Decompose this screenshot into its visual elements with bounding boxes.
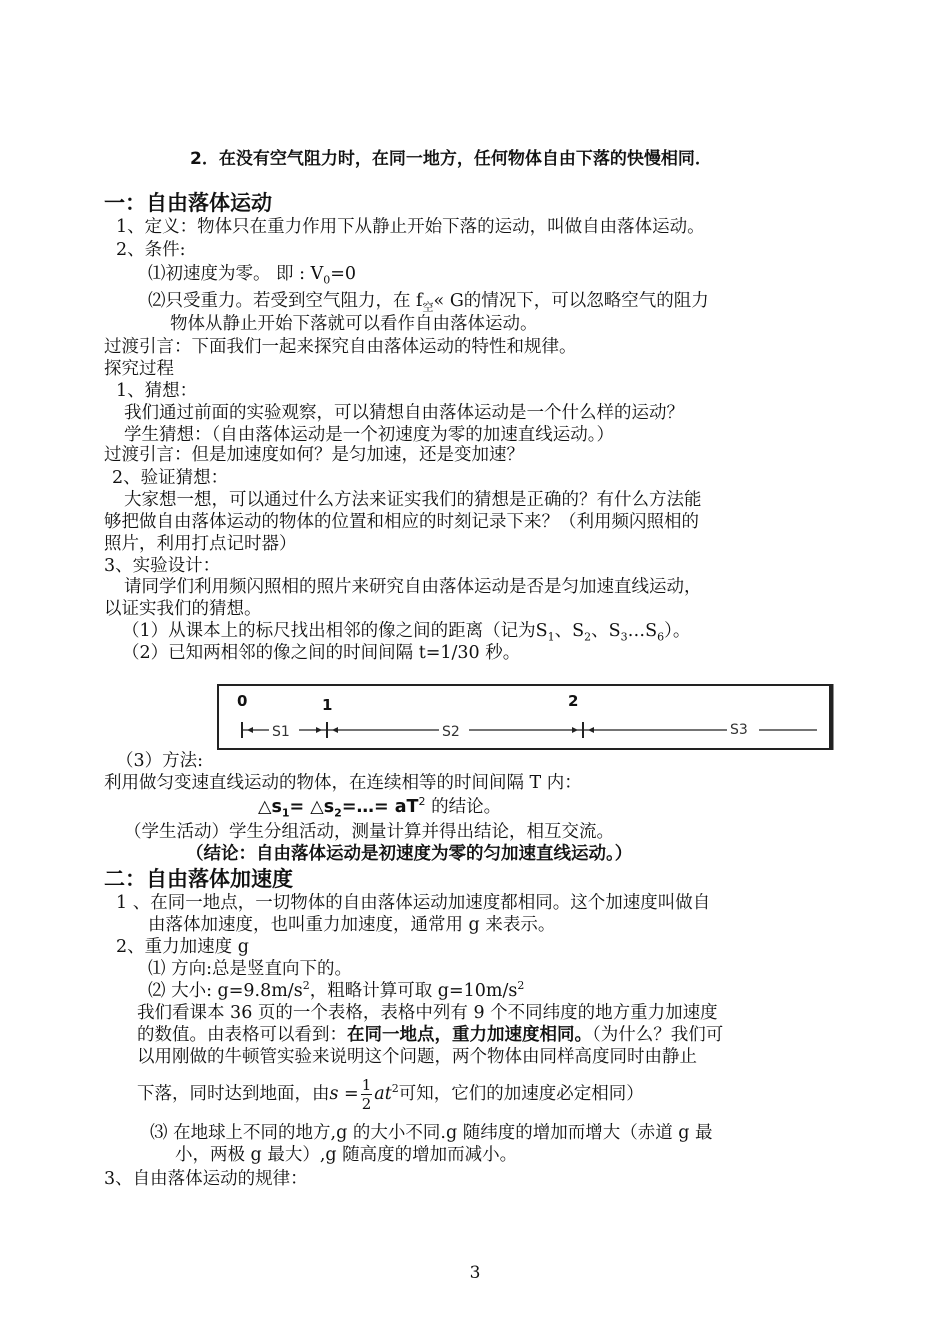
formula-delta-s1: △s (258, 797, 282, 817)
verify-para-2: 够把做自由落体运动的物体的位置和相应的时刻记录下来？（利用频闪照相的 (104, 512, 699, 532)
condition-2-line2: 物体从静止开始下落就可以看作自由落体运动。 (170, 314, 538, 334)
condition-1-text: ⑴初速度为零。 即 : V (148, 264, 324, 284)
design-title: 3、实验设计： (104, 556, 221, 576)
eq-sup: 2 (391, 1082, 399, 1096)
item-2-title: 2、重力加速度 g (116, 937, 249, 957)
formula-line (258, 796, 501, 818)
conditions-title: 2、条件: (116, 240, 186, 260)
table-para-4 (137, 1072, 644, 1116)
magnitude (148, 980, 524, 1002)
intro-statement: 2．在没有空气阻力时，在同一地方，任何物体自由下落的快慢相同． (190, 149, 712, 169)
conclusion: （结论：自由落体运动是初速度为零的匀加速直线运动。） (186, 844, 633, 864)
table-para-1: 我们看课本 36 页的一个表格，表格中列有 9 个不同纬度的地方重力加速度 (137, 1003, 718, 1023)
item-3-line-1: ⑶ 在地球上不同的地方,g 的大小不同.g 随纬度的增加而增大（赤道 g 最 (150, 1123, 713, 1143)
step-1-end: ）。 (664, 621, 691, 641)
formula-sub-2: 2 (334, 806, 342, 820)
transition-2: 过渡引言：但是加速度如何？是匀加速，还是变加速？ (104, 445, 524, 465)
s1-subscript: 1 (547, 630, 555, 644)
design-para-1: 请同学们利用频闪照相的照片来研究自由落体运动是否是匀加速直线运动， (124, 577, 702, 597)
step-1-dots: …S (627, 621, 658, 641)
eq-equals: = (338, 1084, 359, 1104)
guess-title: 1、猜想： (116, 381, 198, 401)
student-activity: （学生活动）学生分组活动，测量计算并得出结论，相互交流。 (124, 822, 614, 842)
eq-fraction (361, 1076, 373, 1113)
condition-2-text-a: ⑵只受重力。若受到空气阻力，在 f (148, 291, 423, 311)
point-label-0: 0 (237, 692, 248, 710)
method-title: （3）方法: (116, 751, 204, 771)
explore-title: 探究过程 (104, 359, 174, 379)
formula-delta-s2: = △s (289, 797, 335, 817)
step-1-sep-2: 、S (591, 621, 621, 641)
point-label-1: 1 (322, 696, 333, 714)
formula-tail: 的结论。 (425, 797, 502, 817)
point-label-2: 2 (568, 692, 579, 710)
law-title: 3、自由落体运动的规律： (104, 1169, 308, 1189)
table-para-2 (137, 1024, 723, 1046)
method-text: 利用做匀变速直线运动的物体，在连续相等的时间间隔 T 内： (104, 773, 582, 793)
item-3-line-2: 小，两极 g 最大）,g 随高度的增加而减小。 (175, 1145, 518, 1165)
s2-subscript: 2 (584, 630, 592, 644)
step-1-text: （1）从课本上的标尺找出相邻的像之间的距离（记为S (122, 621, 548, 641)
condition-2-line1 (148, 290, 709, 312)
magnitude-sup-1: 2 (302, 979, 310, 993)
condition-1-tail: =0 (330, 264, 357, 284)
condition-2-text-b: « G的情况下，可以忽略空气的阻力 (433, 291, 709, 311)
figure-frame (218, 685, 830, 749)
formula-at: =…= aT (341, 797, 419, 817)
eq-denominator: 2 (361, 1095, 372, 1113)
design-para-2: 以证实我们的猜想。 (104, 599, 262, 619)
formula-sub-1: 1 (281, 806, 290, 820)
item-1-line-1: 1 、在同一地点，一切物体的自由落体运动加速度都相同。这个加速度叫做自 (116, 893, 711, 913)
page-number: 3 (469, 1263, 481, 1283)
eq-s: s (329, 1084, 339, 1104)
step-1 (122, 620, 690, 642)
condition-1 (148, 263, 356, 285)
s6-subscript: 6 (657, 630, 665, 644)
magnitude-sup-2: 2 (517, 979, 525, 993)
student-guess: 学生猜想：（自由落体运动是一个初速度为零的加速直线运动。） (124, 425, 614, 445)
magnitude-b: ，粗略计算可取 g=10m/s (309, 981, 518, 1001)
definition: 1、定义：物体只在重力作用下从静止开始下落的运动，叫做自由落体运动。 (116, 217, 705, 237)
f-subscript: 空 (422, 300, 434, 314)
transition-1: 过渡引言：下面我们一起来探究自由落体运动的特性和规律。 (104, 337, 577, 357)
table-para-4-a: 下落，同时达到地面，由 (137, 1084, 330, 1104)
eq-numerator: 1 (361, 1076, 372, 1094)
table-para-2-bold: 在同一地点，重力加速度相同。 (347, 1025, 592, 1045)
s3-subscript: 3 (620, 630, 628, 644)
guess-question: 我们通过前面的实验观察，可以猜想自由落体运动是一个什么样的运动？ (124, 403, 684, 423)
verify-title: 2、验证猜想： (112, 468, 229, 488)
segment-label-s3: S3 (730, 722, 748, 738)
table-para-2-a: 的数值。由表格可以看到： (137, 1025, 347, 1045)
section1-heading: 一：自由落体运动 (104, 191, 272, 215)
table-para-4-b: 可知，它们的加速度必定相同） (398, 1084, 644, 1104)
section2-heading: 二：自由落体加速度 (104, 867, 293, 891)
verify-para-1: 大家想一想，可以通过什么方法来证实我们的猜想是正确的？有什么方法能 (124, 490, 702, 510)
table-para-2-b: （为什么？我们可 (592, 1025, 724, 1045)
segment-label-s1: S1 (272, 724, 290, 740)
formula-sup: 2 (418, 795, 426, 809)
step-2: （2）已知两相邻的像之间的时间间隔 t=1/30 秒。 (122, 643, 521, 663)
magnitude-a: ⑵ 大小: g=9.8m/s (148, 981, 303, 1001)
segment-label-s2: S2 (442, 724, 460, 740)
strobe-photo-figure (217, 684, 837, 750)
eq-at: at (374, 1084, 392, 1104)
v0-subscript: 0 (323, 273, 331, 287)
direction: ⑴ 方向:总是竖直向下的。 (148, 959, 352, 979)
table-para-3: 以用刚做的牛顿管实验来说明这个问题，两个物体由同样高度同时由静止 (137, 1047, 697, 1067)
step-1-sep-1: 、S (554, 621, 585, 641)
verify-para-3: 照片，利用打点记时器） (104, 534, 297, 554)
item-1-line-2: 由落体加速度，也叫重力加速度，通常用 g 来表示。 (148, 915, 556, 935)
